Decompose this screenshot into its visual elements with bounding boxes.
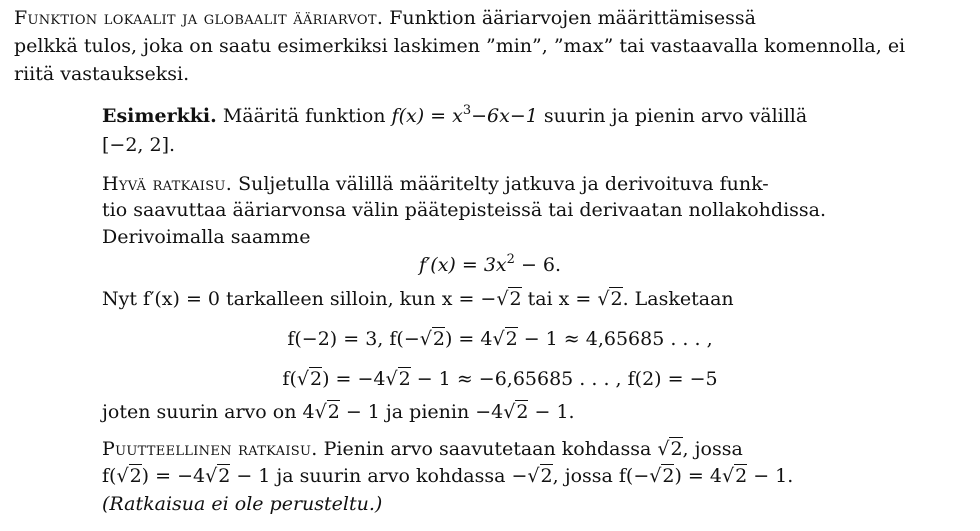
example-function-lhs: f(x) = x (391, 105, 463, 127)
example-line-1 (102, 104, 807, 129)
conclusion-root-2: 2 (516, 401, 529, 423)
values-equation-2: f(√2) = −4√2 − 1 ≈ −6,65685 . . . , f(2) = −5 (282, 368, 718, 390)
incomplete-line2-root-2: 2 (218, 465, 231, 487)
derivative-lhs: f′(x) = 3x (418, 254, 507, 276)
example-interval: [−2, 2]. (102, 134, 176, 156)
eq1-root-2: 2 (505, 328, 518, 350)
eq1-a: f(−2) = 3, f(− (287, 328, 420, 350)
good-solution-line-1 (102, 172, 769, 197)
derivative-rest: − 6. (520, 254, 562, 276)
zeros-line: Nyt f′(x) = 0 tarkalleen silloin, kun x = −√2 tai x = √2. Lasketaan (102, 288, 734, 310)
incomplete-line2-root-5: 2 (735, 465, 748, 487)
eq1-root-1: 2 (432, 328, 445, 350)
incomplete-line2-e: ) = 4 (674, 465, 722, 487)
incomplete-solution-line-1: Puutteellinen ratkaisu. Pienin arvo saavutetaan kohdassa √2, jossa (102, 438, 743, 460)
incomplete-line2-a: f( (102, 465, 117, 487)
incomplete-line2-b: ) = −4 (141, 465, 206, 487)
incomplete-line2-d: , jossa f(− (552, 465, 650, 487)
eq2-a: f( (282, 368, 297, 390)
derivative-exp: 2 (506, 252, 515, 267)
incomplete-line2-root-3: 2 (540, 465, 553, 487)
conclusion-b: − 1 ja pienin −4 (339, 401, 504, 423)
incomplete-line2-f: − 1. (747, 465, 794, 487)
incomplete-line2-root-4: 2 (662, 465, 675, 487)
incomplete-line2-root-1: 2 (129, 465, 142, 487)
good-solution-line1-rest: Suljetulla välillä määritelty jatkuva ja derivoituva funk- (238, 173, 769, 195)
example-text-after: suurin ja pienin arvo välillä (543, 105, 808, 127)
eq2-b: ) = −4 (322, 368, 386, 390)
good-solution-line-3: Derivoimalla saamme (102, 226, 311, 248)
conclusion-a: joten suurin arvo on 4 (102, 401, 315, 423)
example-text-before: Määritä funktion (222, 105, 386, 127)
incomplete-line1-rest: Pienin arvo saavutetaan kohdassa (323, 438, 658, 460)
values-equation-1: f(−2) = 3, f(−√2) = 4√2 − 1 ≈ 4,65685 . . . , (287, 328, 713, 350)
example-label: Esimerkki. (102, 105, 217, 127)
intro-line-1 (14, 6, 756, 31)
example-function-exp: 3 (462, 103, 472, 118)
incomplete-solution-note: (Ratkaisua ei ole perusteltu.) (102, 493, 383, 515)
zeros-root-1: 2 (509, 288, 522, 310)
eq2-c: − 1 ≈ −6,65685 . . . , f(2) = −5 (410, 368, 718, 390)
intro-line-2: pelkkä tulos, joka on saatu esimerkiksi laskimen ”min”, ”max” tai vastaavalla komennolla, ei (14, 35, 906, 57)
conclusion-c: − 1. (528, 401, 575, 423)
intro-heading: Funktion lokaalit ja globaalit ääriarvot. (14, 7, 384, 29)
eq2-root-2: 2 (398, 368, 411, 390)
example-function-rest: −6x−1 (471, 105, 538, 127)
incomplete-line1-end: , jossa (682, 438, 743, 460)
derivative-equation (0, 253, 980, 278)
incomplete-line1-root: 2 (670, 438, 683, 460)
intro-line1-rest: Funktion ääriarvojen määrittämisessä (389, 7, 757, 29)
conclusion-line: joten suurin arvo on 4√2 − 1 ja pienin −4√2 − 1. (102, 401, 575, 423)
intro-line-3: riitä vastaukseksi. (14, 63, 190, 85)
incomplete-line2-c: − 1 ja suurin arvo kohdassa − (230, 465, 528, 487)
conclusion-root-1: 2 (327, 401, 340, 423)
eq1-c: − 1 ≈ 4,65685 . . . , (517, 328, 713, 350)
eq2-root-1: 2 (309, 368, 323, 390)
zeros-root-2: 2 (610, 288, 623, 310)
incomplete-solution-line-2: f(√2) = −4√2 − 1 ja suurin arvo kohdassa −√2, jossa f(−√2) = 4√2 − 1. (102, 465, 794, 487)
good-solution-line-2: tio saavuttaa ääriarvonsa välin päätepisteissä tai derivaatan nollakohdissa. (102, 199, 827, 221)
zeros-text-3: . Lasketaan (622, 288, 734, 310)
good-solution-label: Hyvä ratkaisu. (102, 173, 233, 195)
incomplete-solution-label: Puutteellinen ratkaisu. (102, 438, 318, 460)
zeros-text-1: Nyt f′(x) = 0 tarkalleen silloin, kun x = − (102, 288, 497, 310)
zeros-text-2: tai x = (521, 288, 598, 310)
eq1-b: ) = 4 (444, 328, 493, 350)
